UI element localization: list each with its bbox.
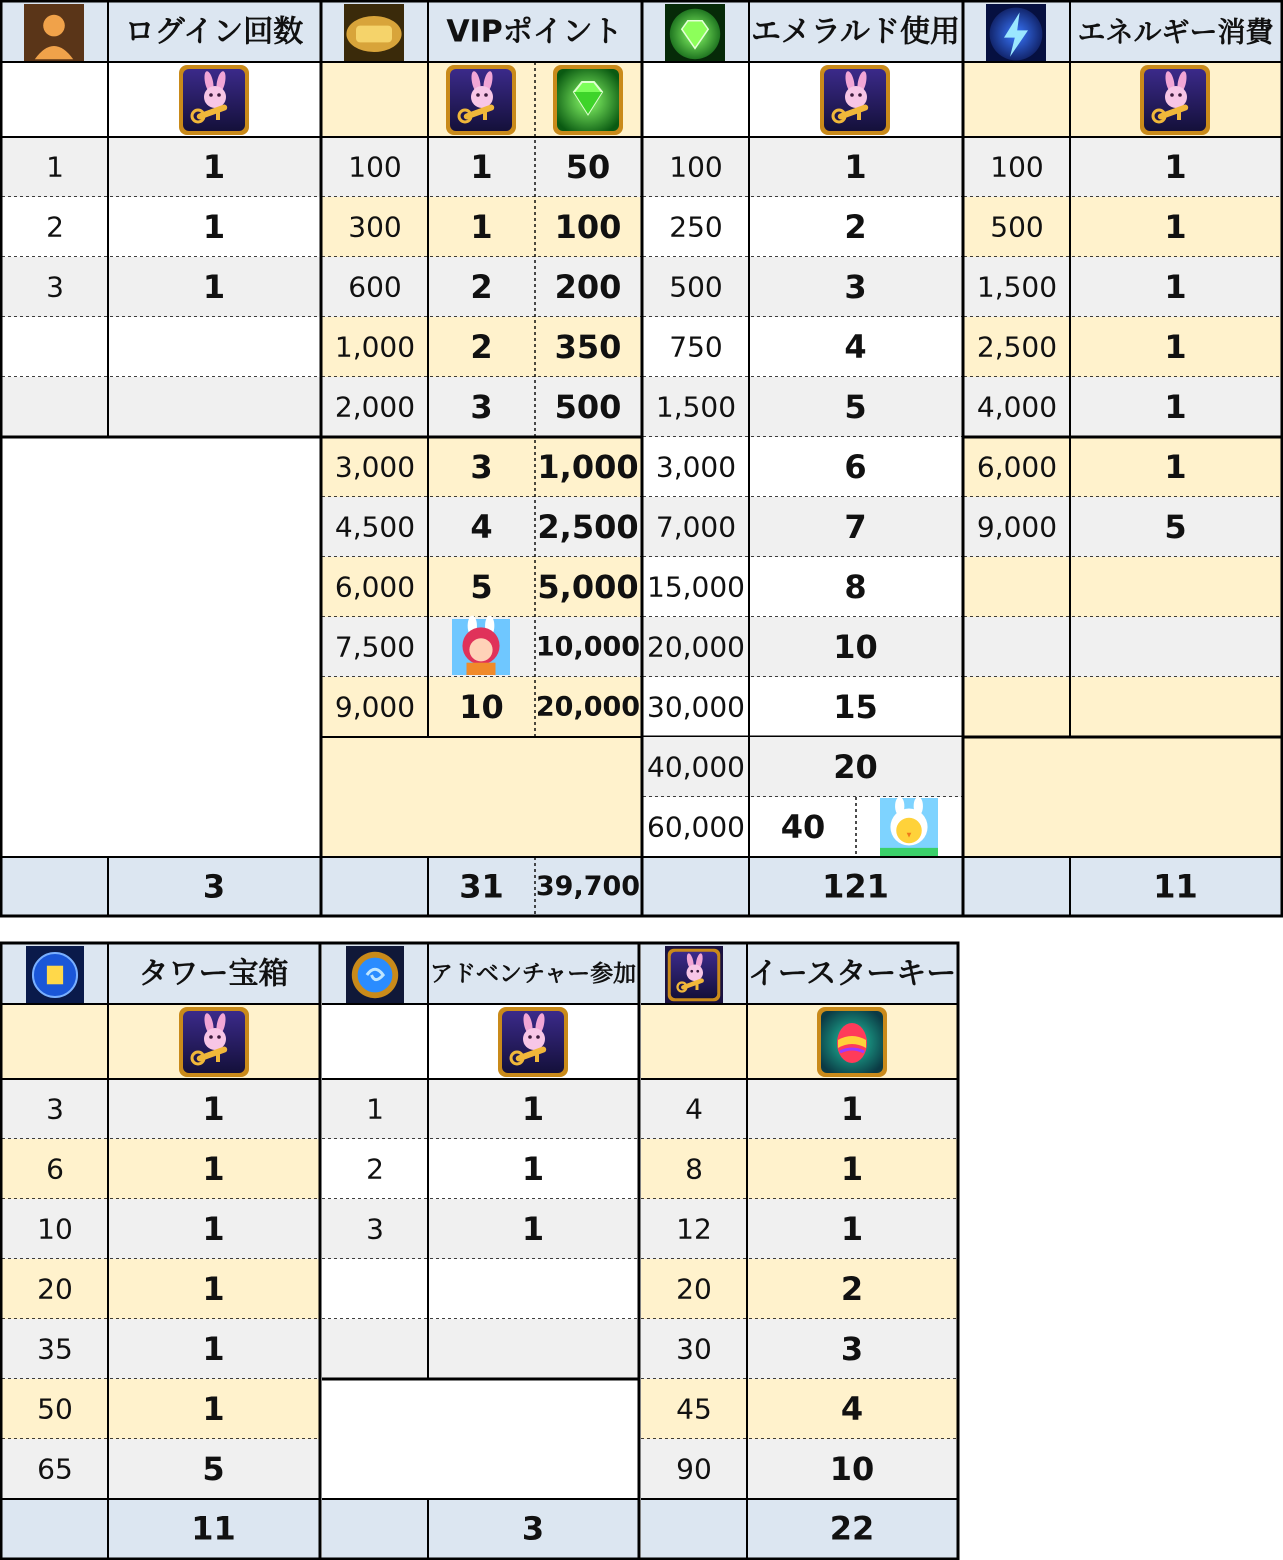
reward-value: 2 [470,328,493,366]
requirement-value: 15,000 [647,570,745,604]
requirement-value: 1 [46,150,64,184]
gem-value: 200 [554,268,622,306]
requirement-value: 20 [676,1272,712,1306]
reward-value: 5 [202,1450,225,1488]
requirement-value: 100 [990,150,1044,184]
icon-row [643,62,962,137]
empty-area [964,737,1281,857]
requirement-value: 3 [366,1212,384,1246]
total-value: 31 [459,867,504,906]
reward-value: 3 [470,448,493,486]
reward-value: 1 [202,208,226,246]
requirement-value: 2,000 [334,390,416,424]
total-row [964,857,1281,916]
reward-value: 40 [780,808,826,846]
requirement-value: 100 [348,150,402,184]
reward-value: 10 [833,628,878,666]
easter-key-icon [179,65,249,135]
reward-value: 1 [1164,328,1187,366]
total-row [643,857,962,916]
requirement-value: 300 [348,210,402,244]
total-value: 121 [822,867,889,906]
reward-value: 1 [202,1330,225,1368]
gem-value: 2,500 [537,508,639,546]
requirement-value: 1 [366,1092,384,1126]
requirement-value: 1,500 [976,270,1058,304]
reward-value: 10 [829,1450,875,1488]
total-value: 11 [1153,867,1198,906]
icon-row [2,1004,319,1079]
gem-value: 100 [554,208,622,246]
table-row [322,1259,638,1319]
reward-value: 2 [470,268,493,306]
reward-value: 7 [844,508,867,546]
requirement-value: 65 [37,1452,73,1486]
empty-area [2,437,320,857]
bunny-girl-avatar-icon [452,616,510,675]
reward-value: 8 [844,568,867,606]
requirement-value: 10 [37,1212,73,1246]
gem-value: 50 [565,148,611,186]
reward-value: 1 [202,1090,225,1128]
requirement-value: 40,000 [647,750,745,784]
requirement-value: 90 [676,1452,712,1486]
total-gem-value: 39,700 [535,871,641,902]
icon-row [641,1004,957,1079]
reward-value: 1 [521,1090,545,1128]
requirement-value: 8 [685,1152,703,1186]
empty-area [322,737,641,857]
requirement-value: 4 [685,1092,703,1126]
requirement-value: 750 [669,330,723,364]
easter-key-icon [1140,65,1210,135]
reward-value: 5 [1164,508,1187,546]
table-row [322,1319,638,1379]
total-row [2,1499,319,1558]
total-value: 3 [521,1509,545,1548]
easter-egg-icon [817,1007,887,1077]
table-row [964,617,1281,677]
gem-value: 10,000 [535,631,641,663]
total-row [2,857,320,916]
reward-value: 1 [202,1270,225,1308]
requirement-value: 500 [669,270,723,304]
reward-value: 5 [470,568,493,606]
reward-value: 1 [1164,268,1187,306]
requirement-value: 60,000 [647,810,745,844]
requirement-value: 4,000 [976,390,1058,424]
reward-value: 1 [202,1390,225,1428]
icon-row [964,62,1281,137]
easter-key-icon [446,65,516,135]
reward-value: 5 [844,388,867,426]
requirement-value: 45 [676,1392,712,1426]
table-row [964,677,1281,737]
requirement-value: 4,500 [334,510,416,544]
person-icon [24,4,84,64]
reward-value: 1 [202,1150,225,1188]
table-row [2,377,320,437]
easter-key-icon [820,65,890,135]
reward-value: 1 [840,1090,864,1128]
requirement-value: 30,000 [647,690,745,724]
total-row [641,1499,957,1558]
total-value: 3 [202,867,226,906]
reward-value: 1 [1164,388,1187,426]
total-value: 22 [829,1509,875,1548]
table-title: VIPポイント [446,14,623,50]
table-title: ログイン回数 [124,14,304,50]
easter-key-icon [665,946,723,1004]
reward-value: 6 [844,448,867,486]
icon-row [2,62,320,137]
tower-chest-icon [26,946,84,1004]
requirement-value: 6,000 [976,450,1058,484]
requirement-value: 6 [46,1152,64,1186]
requirement-value: 500 [990,210,1044,244]
requirement-value: 20 [37,1272,73,1306]
requirement-value: 1,000 [334,330,416,364]
reward-value: 1 [202,148,226,186]
gem-value: 350 [554,328,622,366]
easter-key-icon [179,1007,249,1077]
empty-area [322,1379,638,1499]
table-row [2,317,320,377]
reward-value: 1 [1164,148,1187,186]
reward-value: 4 [840,1390,864,1428]
requirement-value: 2,500 [976,330,1058,364]
reward-value: 4 [844,328,867,366]
icon-row [322,1004,638,1079]
requirement-value: 3,000 [334,450,416,484]
reward-value: 1 [844,148,867,186]
easter-key-icon [498,1007,568,1077]
requirement-value: 7,000 [655,510,737,544]
requirement-value: 1,500 [655,390,737,424]
reward-value: 1 [1164,448,1187,486]
lightning-icon [986,4,1046,64]
requirement-value: 250 [669,210,723,244]
reward-value: 15 [833,688,878,726]
reward-value: 1 [1164,208,1187,246]
table-title: アドベンチャー参加 [429,961,637,987]
requirement-value: 2 [366,1152,384,1186]
reward-value: 2 [844,208,867,246]
requirement-value: 9,000 [334,690,416,724]
reward-value: 4 [470,508,493,546]
requirement-value: 7,500 [334,630,416,664]
reward-value: 1 [202,1210,225,1248]
adventure-portal-icon [346,946,404,1004]
requirement-value: 20,000 [647,630,745,664]
requirement-value: 2 [46,210,64,244]
reward-value: 3 [840,1330,864,1368]
reward-value: 1 [840,1210,864,1248]
requirement-value: 3 [46,270,64,304]
reward-value: 1 [470,208,493,246]
reward-value: 1 [840,1150,864,1188]
emerald-gem-icon [665,4,725,64]
gem-value: 20,000 [535,691,641,723]
reward-value: 1 [521,1210,545,1248]
requirement-value: 12 [676,1212,712,1246]
vip-badge-icon [344,4,404,64]
total-row [322,1499,638,1558]
table-title: イースターキー [747,956,957,992]
reward-value: 10 [459,688,504,726]
requirement-value: 35 [37,1332,73,1366]
requirement-value: 600 [348,270,402,304]
table-title: エメラルド使用 [750,14,961,50]
requirement-value: 3,000 [655,450,737,484]
table-title: タワー宝箱 [138,956,289,992]
reward-value: 20 [833,748,878,786]
gem-value: 500 [554,388,622,426]
reward-value: 1 [521,1150,545,1188]
table-title: エネルギー消費 [1077,15,1274,49]
reward-value: 1 [202,268,226,306]
table-row [964,557,1281,617]
requirement-value: 3 [46,1092,64,1126]
gem-value: 1,000 [537,448,639,486]
emerald-gem-icon [553,65,623,135]
requirement-value: 9,000 [976,510,1058,544]
requirement-value: 100 [669,150,723,184]
total-value: 11 [191,1509,236,1548]
gem-value: 5,000 [537,568,639,606]
requirement-value: 30 [676,1332,712,1366]
requirement-value: 6,000 [334,570,416,604]
reward-value: 3 [844,268,867,306]
bunny-chick-avatar-icon [880,797,938,856]
requirement-value: 50 [37,1392,73,1426]
reward-value: 1 [470,148,493,186]
reward-value: 3 [470,388,493,426]
reward-value: 2 [840,1270,864,1308]
